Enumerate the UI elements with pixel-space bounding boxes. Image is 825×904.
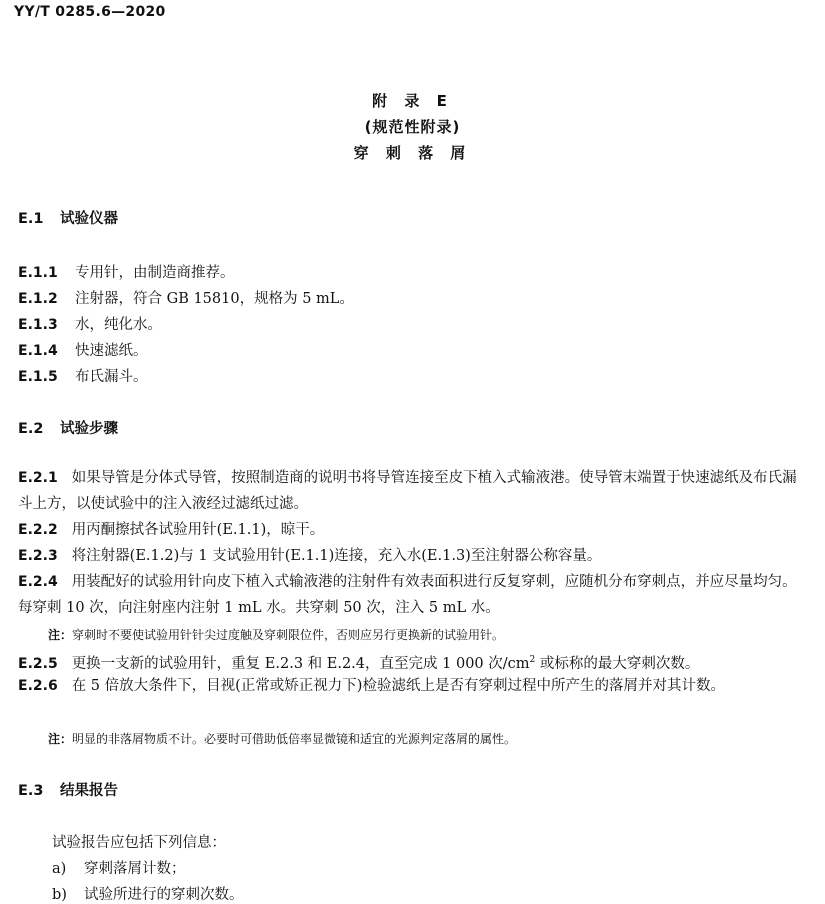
section-number: E.1 — [18, 211, 44, 227]
clause-number: E.2.4 — [18, 574, 58, 590]
section-heading-e2 — [18, 417, 118, 438]
clause-text: 快速滤纸。 — [75, 343, 148, 359]
clause-e2-2 — [18, 517, 808, 543]
clause-text: 水，纯化水。 — [75, 317, 162, 333]
clause-text: 用装配好的试验用针向皮下植入式输液港的注射件有效表面积进行反复穿刺，应随机分布穿刺点，并应尽量均匀。每穿刺 10 次，向注射座内注射 1 mL 水。共穿刺 50 次，注入 5 mL 水。 — [18, 574, 797, 616]
list-marker: a) — [52, 861, 67, 877]
clause-number: E.2.2 — [18, 522, 58, 538]
clause-e1-1 — [18, 261, 235, 282]
note-text: 穿刺时不要使试验用针针尖过度触及穿刺限位件，否则应另行更换新的试验用针。 — [72, 628, 505, 642]
note-text: 明显的非落屑物质不计。必要时可借助低倍率显微镜和适宜的光源判定落屑的属性。 — [72, 732, 517, 746]
section-title: 试验仪器 — [60, 211, 118, 227]
list-text: 试验所进行的穿刺次数。 — [84, 887, 244, 903]
note-label: 注： — [48, 732, 73, 746]
clause-number: E.1.5 — [18, 369, 58, 385]
clause-number: E.1.3 — [18, 317, 58, 333]
clause-e2-6 — [18, 673, 808, 699]
list-text: 穿刺落屑计数； — [84, 861, 186, 877]
list-marker: b) — [52, 887, 67, 903]
clause-text: 更换一支新的试验用针，重复 E.2.3 和 E.2.4，直至完成 1 000 次/cm — [71, 655, 530, 672]
clause-text: 注射器，符合 GB 15810，规格为 5 mL。 — [75, 291, 354, 307]
section-title: 结果报告 — [60, 783, 118, 799]
list-item — [52, 883, 244, 904]
clause-text: 专用针，由制造商推荐。 — [75, 265, 235, 281]
section-title: 试验步骤 — [60, 421, 118, 437]
superscript: 2 — [529, 655, 536, 665]
clause-text: 在 5 倍放大条件下，目视(正常或矫正视力下)检验滤纸上是否有穿刺过程中所产生的落屑并对其计数。 — [71, 678, 725, 694]
annex-name: 穿 刺 落 屑 — [353, 144, 472, 162]
annex-type: (规范性附录) — [364, 118, 461, 136]
note-label: 注： — [48, 628, 73, 642]
standard-number: YY/T 0285.6—2020 — [14, 4, 166, 20]
report-intro: 试验报告应包括下列信息： — [52, 835, 226, 851]
clause-e2-3 — [18, 543, 808, 569]
clause-number: E.2.1 — [18, 470, 58, 486]
clause-text-tail: 或标称的最大穿刺次数。 — [535, 655, 700, 672]
clause-e1-2 — [18, 287, 354, 308]
clause-number: E.1.2 — [18, 291, 58, 307]
clause-e2-1 — [18, 465, 808, 517]
section-heading-e3 — [18, 779, 118, 800]
clause-e1-5 — [18, 365, 148, 386]
section-number: E.2 — [18, 421, 44, 437]
clause-text: 如果导管是分体式导管，按照制造商的说明书将导管连接至皮下植入式输液港。使导管末端置于快速滤纸及布氏漏斗上方，以使试验中的注入液经过滤纸过滤。 — [18, 470, 797, 512]
clause-text: 布氏漏斗。 — [75, 369, 148, 385]
list-item — [52, 857, 186, 878]
clause-e1-4 — [18, 339, 148, 360]
annex-title: 附 录 E — [372, 92, 453, 110]
section-number: E.3 — [18, 783, 44, 799]
clause-e2-4 — [18, 569, 808, 621]
clause-number: E.1.1 — [18, 265, 58, 281]
clause-number: E.2.6 — [18, 678, 58, 694]
clause-number: E.1.4 — [18, 343, 58, 359]
clause-e1-3 — [18, 313, 162, 334]
section-heading-e1 — [18, 207, 118, 228]
clause-number: E.2.5 — [18, 655, 58, 672]
clause-text: 将注射器(E.1.2)与 1 支试验用针(E.1.1)连接，充入水(E.1.3)至注射器公称容量。 — [71, 548, 602, 564]
clause-number: E.2.3 — [18, 548, 58, 564]
clause-text: 用丙酮擦拭各试验用针(E.1.1)，晾干。 — [71, 522, 325, 538]
note-2 — [48, 730, 516, 747]
note-1 — [48, 626, 504, 643]
